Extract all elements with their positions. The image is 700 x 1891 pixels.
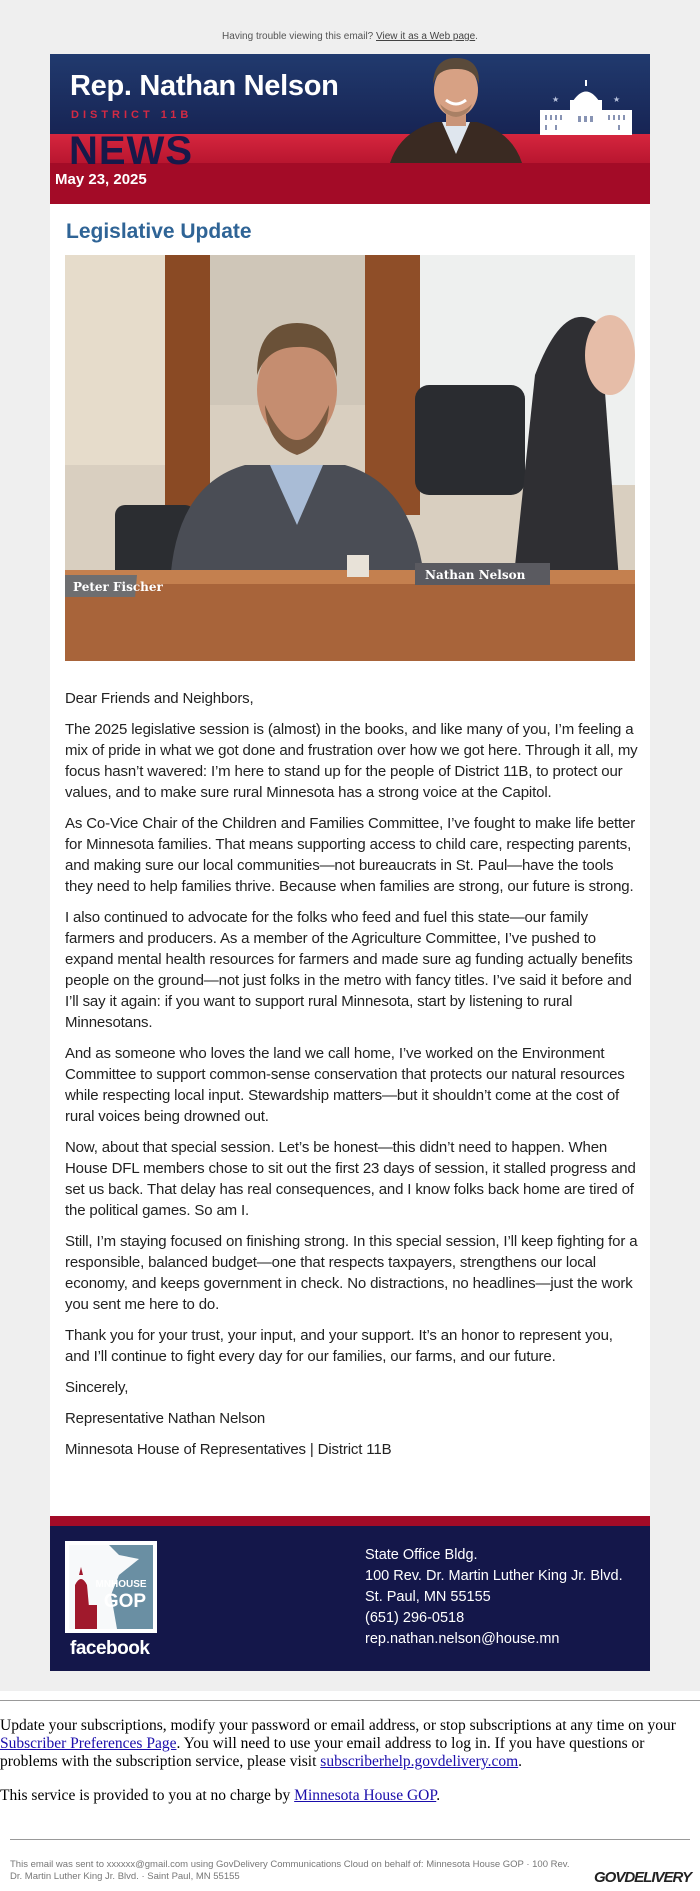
nameplate-peter-fischer: Peter Fischer	[73, 580, 163, 594]
paragraph: As Co-Vice Chair of the Children and Families Committee, I’ve fought to make life better for Minnesota families. That means supporting access to child care, respecting parents, and making sure our local communities—not bureaucrats in St. Paul—have the tools they need to help families thrive. Because when families are strong, our future is strong.	[65, 815, 636, 895]
district-label: DISTRICT 11B	[71, 109, 193, 121]
paragraph: Thank you for your trust, your input, and your support. It’s an honor to represent you, and I’ll continue to fight every day for our families, our farms, and our future.	[65, 1327, 613, 1365]
committee-hearing-photo	[65, 255, 635, 661]
capitol-icon	[540, 80, 632, 135]
legal-notice: This email was sent to xxxxxx@gmail.com using GovDelivery Communications Cloud on behalf of: Minnesota House GOP · 100 Rev. Dr. Martin Luther King Jr. Blvd. · Saint Paul, MN 55155	[10, 1859, 570, 1882]
newsletter-body	[50, 204, 650, 1516]
address-street: 100 Rev. Dr. Martin Luther King Jr. Blvd.	[365, 1568, 623, 1584]
issue-date: May 23, 2025	[55, 171, 147, 188]
newsletter-header	[50, 54, 650, 204]
email-address[interactable]: rep.nathan.nelson@house.mn	[365, 1631, 560, 1647]
letter-body	[65, 688, 640, 1470]
newsletter-footer	[50, 1516, 650, 1671]
news-label: NEWS	[69, 129, 193, 173]
address-building: State Office Bldg.	[365, 1547, 478, 1563]
preheader-text: Having trouble viewing this email?	[222, 31, 377, 42]
phone-number: (651) 296-0518	[365, 1610, 465, 1626]
paragraph: I also continued to advocate for the folks who feed and fuel this state—our family farmers and producers. As a member of the Agriculture Committee, I’ve pushed to expand mental health resources for farmers and made sure ag funding actually benefits people on the ground—not just folks in the metro with fancy titles. I’ve said it before and I’ll say it again: if you want to support rural Minnesota, start by listening to rural Minnesotans.	[65, 909, 633, 1031]
office-address	[365, 1545, 623, 1650]
subscriber-help-link[interactable]: subscriberhelp.govdelivery.com	[320, 1753, 519, 1770]
text: Update your subscriptions, modify your password or email address, or stop subscriptions at any time on your	[0, 1717, 676, 1734]
representative-name: Rep. Nathan Nelson	[70, 70, 339, 102]
govdelivery-logo[interactable]: GOVDELIVERY	[594, 1869, 692, 1886]
preheader	[0, 31, 700, 42]
view-web-page-link[interactable]: View it as a Web page	[376, 31, 476, 42]
preheader-end: .	[475, 31, 478, 42]
text: .	[436, 1787, 441, 1804]
greeting: Dear Friends and Neighbors,	[65, 690, 254, 707]
svg-text:★: ★	[552, 95, 560, 104]
subscriber-preferences-link[interactable]: Subscriber Preferences Page	[0, 1735, 177, 1752]
nameplate-nathan-nelson: Nathan Nelson	[425, 568, 526, 582]
paragraph: The 2025 legislative session is (almost) in the books, and like many of you, I’m feeling a mix of pride in what we got done and frustration over how we got here. Through it all, my focus hasn’t wavered: I’m here to stand up for the people of District 11B, to protect our values, and to make sure rural Minnesota has a strong voice at the Capitol.	[65, 721, 638, 801]
address-city: St. Paul, MN 55155	[365, 1589, 491, 1605]
service-paragraph	[0, 1787, 700, 1805]
signature-title: Minnesota House of Representatives | District 11B	[65, 1441, 392, 1458]
minnesota-house-gop-link[interactable]: Minnesota House GOP	[294, 1787, 437, 1804]
signature-name: Representative Nathan Nelson	[65, 1410, 266, 1427]
paragraph: Now, about that special session. Let’s be honest—this didn’t need to happen. When House DFL members chose to sit out the first 23 days of session, it stalled progress and set us back. That delay has real consequences, and I know folks back home are tired of the political games. So am I.	[65, 1139, 636, 1219]
paragraph: Still, I’m staying focused on finishing strong. In this special session, I’ll keep fighting for a responsible, balanced budget—one that respects taxpayers, strengthens our local economy, and keeps government in check. No distractions, no headlines—just the work you sent me here to do.	[65, 1233, 638, 1313]
text: .	[518, 1753, 523, 1770]
facebook-link[interactable]: facebook	[70, 1638, 150, 1659]
divider	[10, 1839, 690, 1840]
representative-portrait	[380, 54, 532, 163]
closing: Sincerely,	[65, 1379, 129, 1396]
mn-house-gop-logo[interactable]	[65, 1541, 157, 1633]
logo-mnhouse-text: MNHOUSE	[95, 1579, 147, 1590]
paragraph: And as someone who loves the land we call home, I’ve worked on the Environment Committee to support common-sense conservation that protects our natural resources while respecting local input. Stewardship matters—but it shouldn’t come at the cost of rural voices being drowned out.	[65, 1045, 625, 1125]
subscription-info	[0, 1717, 700, 1821]
subscription-paragraph	[0, 1717, 700, 1771]
text: . You will need to use your email address to log in. If you have questions or problems with the subscription service, please visit	[0, 1735, 645, 1770]
text: This service is provided to you at no charge by	[0, 1787, 295, 1804]
logo-gop-text: GOP	[103, 1591, 147, 1612]
svg-text:★: ★	[613, 95, 621, 104]
divider	[0, 1700, 700, 1701]
article-title: Legislative Update	[66, 220, 252, 243]
